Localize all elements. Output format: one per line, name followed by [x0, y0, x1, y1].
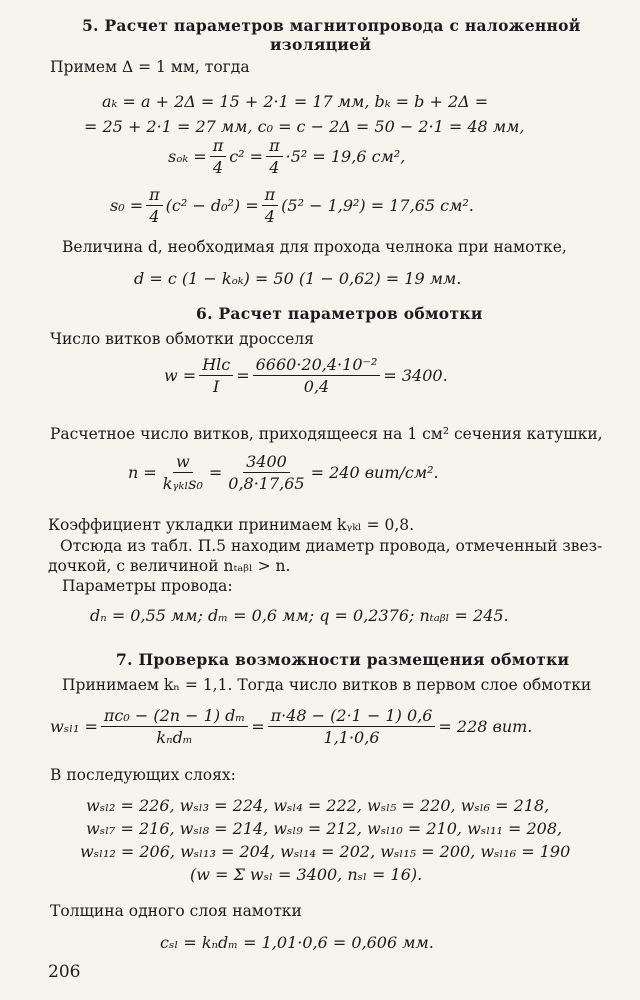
w-rhs: = 3400.	[383, 366, 448, 385]
sok-fraction-2	[266, 136, 283, 177]
section6-text-n: Расчетное число витков, приходящееся на 1 см² сечения катушки,	[50, 425, 603, 443]
w-fraction-2	[253, 355, 381, 396]
sok-frac2-num: π	[266, 136, 283, 157]
n-fraction-1	[160, 452, 206, 493]
w-frac2-den: 0,4	[303, 377, 330, 396]
section6-wire-params: Параметры провода:	[62, 577, 233, 595]
section7-layers-4: (w = Σ wₛₗ = 3400, nₛₗ = 16).	[190, 865, 423, 884]
n-lhs: n =	[128, 463, 157, 482]
sok-frac2-den: 4	[269, 158, 280, 177]
w1-fraction-1	[101, 706, 248, 747]
section7-eq-c: cₛₗ = kₙdₘ = 1,01·0,6 = 0,606 мм.	[160, 933, 434, 952]
section7-intro: Принимаем kₙ = 1,1. Тогда число витков в первом слое обмотки	[62, 676, 592, 694]
section6-eq-w	[164, 355, 448, 396]
s0-mid: (c² − d₀²) =	[165, 196, 259, 215]
section7-layers-2: wₛₗ₇ = 216, wₛₗ₈ = 214, wₛₗ₉ = 212, wₛₗ₁₀ = 210, wₛₗ₁₁ = 208,	[86, 819, 563, 838]
s0-frac2-num: π	[262, 185, 279, 206]
w1-frac2-den: 1,1·0,6	[323, 728, 380, 747]
sok-frac1-num: π	[210, 136, 227, 157]
s0-rhs: (5² − 1,9²) = 17,65 см².	[281, 196, 474, 215]
w-lhs: w =	[164, 366, 197, 385]
w1-fraction-2	[268, 706, 436, 747]
sok-lhs: sₒₖ =	[168, 147, 207, 166]
section6-intro: Число витков обмотки дросселя	[50, 330, 314, 348]
section5-text-d: Величина d, необходимая для прохода челнока при намотке,	[62, 238, 567, 256]
section5-eq-a-b: aₖ = a + 2Δ = 15 + 2·1 = 17 мм, bₖ = b + 2Δ =	[102, 92, 489, 111]
w1-rhs: = 228 вит.	[438, 717, 533, 736]
section6-heading: 6. Расчет параметров обмотки	[196, 304, 483, 323]
section6-wire-eq: dₙ = 0,55 мм; dₘ = 0,6 мм; q = 0,2376; nₜₐᵦₗ = 245.	[90, 606, 509, 625]
s0-frac2-den: 4	[264, 207, 275, 226]
w1-eq: =	[251, 717, 265, 736]
section5-eq-sok	[168, 136, 405, 177]
w1-frac1-num: πc₀ − (2n − 1) dₘ	[101, 706, 248, 727]
sok-frac1-den: 4	[212, 158, 224, 177]
section5-heading-line2: изоляцией	[270, 35, 372, 54]
section6-eq-n	[128, 452, 439, 493]
section7-heading: 7. Проверка возможности размещения обмотки	[116, 650, 570, 669]
section5-eq-s0	[110, 185, 474, 226]
w1-frac2-num: π·48 − (2·1 − 1) 0,6	[268, 706, 436, 727]
section7-layers-1: wₛₗ₂ = 226, wₛₗ₃ = 224, wₛₗ₄ = 222, wₛₗ₅ = 220, wₛₗ₆ = 218,	[86, 796, 550, 815]
w-frac1-den: I	[213, 377, 220, 396]
section5-intro: Примем Δ = 1 мм, тогда	[50, 58, 250, 76]
section6-coef: Коэффициент укладки принимаем kᵧₖₗ = 0,8.	[48, 516, 415, 534]
s0-frac1-num: π	[146, 185, 163, 206]
n-rhs: = 240 вит/см².	[310, 463, 439, 482]
w1-frac1-den: kₙdₘ	[156, 728, 193, 747]
section6-from-table-2: дочкой, с величиной nₜₐᵦₗ > n.	[48, 557, 291, 575]
s0-lhs: s₀ =	[110, 196, 144, 215]
n-frac2-den: 0,8·17,65	[228, 474, 305, 493]
sok-rhs: ·5² = 19,6 см²,	[285, 147, 406, 166]
section5-eq-b-c: = 25 + 2·1 = 27 мм, c₀ = c − 2Δ = 50 − 2·1 = 48 мм,	[84, 117, 525, 136]
sok-fraction-1	[210, 136, 227, 177]
n-frac2-num: 3400	[243, 452, 290, 473]
s0-frac1-den: 4	[149, 207, 160, 226]
section6-from-table-1: Отсюда из табл. П.5 находим диаметр провода, отмеченный звез-	[60, 537, 603, 555]
n-frac1-num: w	[173, 452, 193, 473]
section7-eq-w1	[50, 706, 532, 747]
n-frac1-den: kᵧₖₗs₀	[162, 474, 203, 493]
w-fraction-1	[199, 355, 233, 396]
s0-fraction-1	[146, 185, 163, 226]
sok-mid: c² =	[229, 147, 264, 166]
n-eq: =	[208, 463, 223, 482]
section5-eq-d: d = c (1 − kₒₖ) = 50 (1 − 0,62) = 19 мм.	[134, 269, 462, 288]
section7-next-layers: В последующих слоях:	[50, 766, 236, 784]
section7-layers-3: wₛₗ₁₂ = 206, wₛₗ₁₃ = 204, wₛₗ₁₄ = 202, wₛₗ₁₅ = 200, wₛₗ₁₆ = 190	[80, 842, 571, 861]
w1-lhs: wₛₗ₁ =	[50, 717, 98, 736]
w-frac1-num: Hlᴄ	[199, 355, 233, 376]
section5-heading-line1: 5. Расчет параметров магнитопровода с наложенной	[82, 16, 581, 35]
n-fraction-2	[225, 452, 307, 493]
page-number: 206	[48, 962, 81, 982]
s0-fraction-2	[262, 185, 279, 226]
w-frac2-num: 6660·20,4·10⁻²	[253, 355, 381, 376]
section7-thickness: Толщина одного слоя намотки	[50, 902, 302, 920]
w-eq: =	[236, 366, 250, 385]
